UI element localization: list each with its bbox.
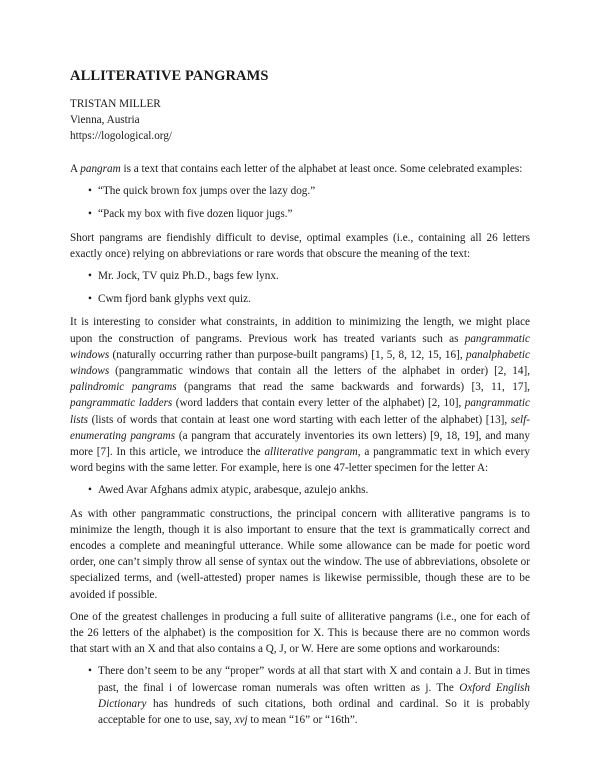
list-item: • Mr. Jock, TV quiz Ph.D., bags few lynx. <box>98 268 530 284</box>
list-item: • Cwm fjord bank glyphs vext quiz. <box>98 291 530 307</box>
options-list <box>70 663 530 728</box>
term: panalphabetic windows <box>70 348 530 378</box>
paragraph-concerns: As with other pangrammatic constructions, the principal concern with alliterative pangrams is to minimize the length, though it is also important to ensure that the text is grammatically correct and encodes a complete and meaningful utterance. While some allowance can be made for poetic word order, one can’t simply throw all sense of syntax out the window. The use of abbreviations, obsolete or specialized terms, and (well-attested) proper names is likewise permissible, though these are to be avoided if possible. <box>70 507 530 601</box>
author-name: TRISTAN MILLER <box>70 98 161 110</box>
list-item: • Awed Avar Afghans admix atypic, arabesque, azulejo ankhs. <box>98 482 530 498</box>
term: self-enumerating pangrams <box>70 413 530 442</box>
paragraph-short-pangrams: Short pangrams are fiendishly difficult to devise, optimal examples (i.e., containing all 26 letters exactly once) relying on abbreviations or rare words that obscure the meaning of the text: <box>70 231 530 260</box>
term: palindromic pangrams <box>70 381 177 394</box>
list-item: • “Pack my box with five dozen liquor jugs.” <box>98 206 530 222</box>
term-pangram: pangram <box>80 163 121 175</box>
example-list-short <box>70 268 530 307</box>
article-title: ALLITERATIVE PANGRAMS <box>70 68 269 84</box>
paragraph-intro: A pangram is a text that contains each letter of the alphabet at least once. Some celebrated examples: <box>70 163 523 175</box>
term: Oxford English Dictionary <box>98 681 531 710</box>
list-item: • “The quick brown fox jumps over the lazy dog.” <box>98 183 530 199</box>
paragraph-variants: It is interesting to consider what constraints, in addition to minimizing the length, we might place upon the construction of pangrams. Previous work has treated variants such as pangrammatic windows (naturally occurring rather than purpose-built pangrams) [1, 5, 8, 12, 15, 16], panalphabetic windows (pangrammatic windows that contain all the letters of the alphabet in order) [2, 14], palindromic pangrams (pangrams that read the same backwards and forwards) [3, 11, 17], pangrammatic ladders (word ladders that contain every letter of the alphabet) [2, 10], pangrammatic lists (lists of words that contain at least one word starting with each letter of the alphabet) [13], self-enumerating pangrams (a pangram that accurately inventories its own letters) [9, 18, 19], and many more [7]. In this article, we introduce the alliterative pangram, a pangrammatic text in which every word begins with the same letter. For example, here is one 47-letter specimen for the letter A: <box>70 316 530 475</box>
author-location: Vienna, Austria <box>70 114 140 126</box>
list-item: • There don’t seem to be any “proper” words at all that start with X and contain a J. But in times past, the final i of lowercase roman numerals was often written as j. The Oxford English Dictionary has hundreds of such citations, both ordinal and cardinal. So it is probably acceptable for one to use, say, xvj to mean “16” or “16th”. <box>98 663 530 728</box>
example-list-alliterative <box>70 482 530 498</box>
paragraph-challenges: One of the greatest challenges in producing a full suite of alliterative pangrams (i.e., one for each of the 26 letters of the alphabet) is the composition for X. This is because there are no common words that start with an X and that also contains a Q, J, or W. Here are some options and workarounds: <box>70 610 530 656</box>
term: pangrammatic lists <box>70 397 530 426</box>
term: alliterative pangram <box>264 446 358 459</box>
author-block <box>70 96 530 144</box>
example-list-classic <box>70 183 530 222</box>
term: pangrammatic windows <box>70 332 530 361</box>
author-url: https://logological.org/ <box>70 130 173 142</box>
term: xvj <box>234 714 248 727</box>
term: pangrammatic ladders <box>70 397 173 410</box>
